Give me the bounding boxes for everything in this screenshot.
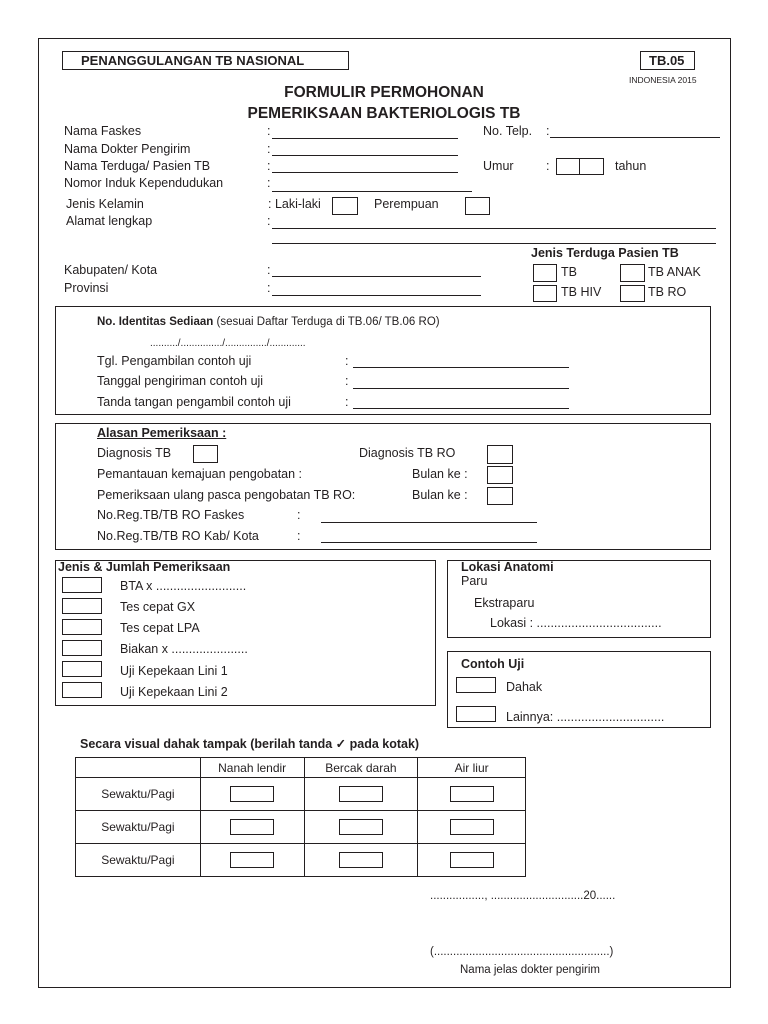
tb-hiv-checkbox[interactable] <box>533 285 557 302</box>
diagnosis-tb-checkbox[interactable] <box>193 445 218 463</box>
tb-ro-label: TB RO <box>648 285 687 299</box>
tes-cepat-gx-checkbox[interactable] <box>62 598 102 614</box>
alasan-title: Alasan Pemeriksaan : <box>97 426 227 440</box>
sediaan-note: (sesuai Daftar Terduga di TB.06/ TB.06 RO) <box>216 316 440 328</box>
sediaan-title <box>97 317 440 329</box>
label-ulang: Pemeriksaan ulang pasca pengobatan TB RO: <box>97 488 356 502</box>
label-bulan-ke: Bulan ke : <box>412 488 468 502</box>
edition: INDONESIA 2015 <box>629 75 697 85</box>
kabupaten-field[interactable] <box>272 276 481 277</box>
visual-title: Secara visual dahak tampak (berilah tanda ✓ pada kotak) <box>80 737 420 751</box>
table-row <box>76 844 526 877</box>
lokasi-title: Lokasi Anatomi <box>461 560 554 574</box>
nanah-lendir-checkbox[interactable] <box>230 852 274 868</box>
colon: : <box>345 354 349 368</box>
biakan-checkbox[interactable] <box>62 640 102 656</box>
sediaan-id-field[interactable]: ........../.............../.............../............. <box>150 338 306 349</box>
form-code: TB.05 <box>649 53 685 68</box>
form-title-1: FORMULIR PERMOHONAN <box>284 84 484 101</box>
label-provinsi: Provinsi <box>64 281 109 295</box>
ekstraparu-label[interactable]: Ekstraparu <box>474 596 535 610</box>
uji-lini-2-checkbox[interactable] <box>62 682 102 698</box>
uji-lini-1-label: Uji Kepekaan Lini 1 <box>120 664 228 678</box>
lainnya-field[interactable]: Lainnya: ............................... <box>506 710 665 724</box>
perempuan-checkbox[interactable] <box>465 197 490 215</box>
label-noreg-faskes: No.Reg.TB/TB RO Faskes <box>97 508 245 522</box>
tgl-ambil-field[interactable] <box>353 367 569 368</box>
contoh-uji-title: Contoh Uji <box>461 657 525 671</box>
tb-anak-checkbox[interactable] <box>620 264 645 282</box>
lokasi-field[interactable]: Lokasi : .................................... <box>490 616 662 630</box>
diagnosis-tb-ro-checkbox[interactable] <box>487 445 513 464</box>
noreg-kab-field[interactable] <box>321 542 537 543</box>
paru-label[interactable]: Paru <box>461 574 488 588</box>
doctor-name-label: Nama jelas dokter pengirim <box>460 964 600 976</box>
air-liur-checkbox[interactable] <box>450 819 494 835</box>
colon: : <box>267 214 271 228</box>
laki-laki-checkbox[interactable] <box>332 197 358 215</box>
tes-cepat-lpa-checkbox[interactable] <box>62 619 102 635</box>
no-telp-field[interactable] <box>550 137 720 138</box>
lainnya-checkbox[interactable] <box>456 706 496 722</box>
nama-dokter-field[interactable] <box>272 155 458 156</box>
bercak-darah-checkbox[interactable] <box>339 819 383 835</box>
jenis-pemeriksaan-title: Jenis & Jumlah Pemeriksaan <box>58 560 231 574</box>
jenis-terduga-title: Jenis Terduga Pasien TB <box>531 246 679 260</box>
tb-anak-label: TB ANAK <box>648 265 701 279</box>
label-perempuan: Perempuan <box>374 197 439 211</box>
label-jenis-kelamin: Jenis Kelamin <box>66 197 144 211</box>
bta-checkbox[interactable] <box>62 577 102 593</box>
dahak-checkbox[interactable] <box>456 677 496 693</box>
label-nama-dokter: Nama Dokter Pengirim <box>64 142 191 156</box>
label-diagnosis-tb: Diagnosis TB <box>97 446 172 460</box>
label-bulan-ke: Bulan ke : <box>412 467 468 481</box>
label-alamat: Alamat lengkap <box>66 214 153 228</box>
uji-lini-1-checkbox[interactable] <box>62 661 102 677</box>
label-tgl-kirim: Tanggal pengiriman contoh uji <box>97 374 264 388</box>
colon: : <box>297 508 301 522</box>
nik-field[interactable] <box>272 191 472 192</box>
biakan-label: Biakan x ...................... <box>120 642 248 656</box>
column-header-nanah-lendir: Nanah lendir <box>200 758 304 778</box>
label-laki-laki: : Laki-laki <box>268 197 321 211</box>
form-title-2: PEMERIKSAAN BAKTERIOLOGIS TB <box>247 105 521 122</box>
nanah-lendir-checkbox[interactable] <box>230 786 274 802</box>
colon: : <box>546 159 550 173</box>
ulang-bulan-field[interactable] <box>487 487 513 505</box>
tb-label: TB <box>561 265 577 279</box>
label-tahun: tahun <box>615 159 647 173</box>
label-umur: Umur <box>483 159 514 173</box>
label-diagnosis-tb-ro: Diagnosis TB RO <box>359 446 456 460</box>
label-nik: Nomor Induk Kependudukan <box>64 176 224 190</box>
date-field[interactable]: ................., .............................20...... <box>430 890 616 902</box>
colon: : <box>546 124 550 138</box>
label-pemantauan: Pemantauan kemajuan pengobatan : <box>97 467 303 481</box>
colon: : <box>267 124 271 138</box>
nama-faskes-field[interactable] <box>272 138 458 139</box>
label-no-telp: No. Telp. <box>483 124 533 138</box>
nanah-lendir-checkbox[interactable] <box>230 819 274 835</box>
row-label: Sewaktu/Pagi <box>76 811 201 844</box>
colon: : <box>267 159 271 173</box>
umur-digit-1[interactable] <box>556 158 580 175</box>
table-row <box>76 811 526 844</box>
colon: : <box>297 529 301 543</box>
doctor-name-field[interactable]: (.......................................................) <box>430 946 614 958</box>
colon: : <box>267 263 271 277</box>
tb-checkbox[interactable] <box>533 264 557 282</box>
bta-label: BTA x .......................... <box>120 579 247 593</box>
label-nama-terduga: Nama Terduga/ Pasien TB <box>64 159 211 173</box>
tb-ro-checkbox[interactable] <box>620 285 645 302</box>
air-liur-checkbox[interactable] <box>450 786 494 802</box>
colon: : <box>267 142 271 156</box>
ttd-field[interactable] <box>353 408 569 409</box>
row-label: Sewaktu/Pagi <box>76 778 201 811</box>
air-liur-checkbox[interactable] <box>450 852 494 868</box>
colon: : <box>267 281 271 295</box>
label-ttd: Tanda tangan pengambil contoh uji <box>97 395 291 409</box>
table-row <box>76 778 526 811</box>
colon: : <box>345 395 349 409</box>
label-noreg-kab: No.Reg.TB/TB RO Kab/ Kota <box>97 529 259 543</box>
noreg-faskes-field[interactable] <box>321 522 537 523</box>
program-name: PENANGGULANGAN TB NASIONAL <box>81 53 305 68</box>
tes-cepat-lpa-label: Tes cepat LPA <box>120 621 200 635</box>
dahak-label: Dahak <box>506 680 543 694</box>
bercak-darah-checkbox[interactable] <box>339 852 383 868</box>
row-label: Sewaktu/Pagi <box>76 844 201 877</box>
label-tgl-ambil: Tgl. Pengambilan contoh uji <box>97 354 252 368</box>
column-header <box>76 758 201 778</box>
alamat-field-1[interactable] <box>272 228 716 229</box>
sediaan-title-text: No. Identitas Sediaan <box>97 316 214 328</box>
tes-cepat-gx-label: Tes cepat GX <box>120 600 196 614</box>
alamat-field-2[interactable] <box>272 243 716 244</box>
column-header-bercak-darah: Bercak darah <box>304 758 418 778</box>
pemantauan-bulan-field[interactable] <box>487 466 513 484</box>
provinsi-field[interactable] <box>272 295 481 296</box>
column-header-air-liur: Air liur <box>418 758 526 778</box>
table-header-row <box>76 758 526 778</box>
colon: : <box>267 176 271 190</box>
tb-hiv-label: TB HIV <box>561 285 602 299</box>
visual-table <box>75 757 526 877</box>
tgl-kirim-field[interactable] <box>353 388 569 389</box>
label-kabupaten: Kabupaten/ Kota <box>64 263 158 277</box>
umur-digit-2[interactable] <box>579 158 604 175</box>
uji-lini-2-label: Uji Kepekaan Lini 2 <box>120 685 228 699</box>
bercak-darah-checkbox[interactable] <box>339 786 383 802</box>
nama-terduga-field[interactable] <box>272 172 458 173</box>
colon: : <box>345 374 349 388</box>
label-nama-faskes: Nama Faskes <box>64 124 142 138</box>
